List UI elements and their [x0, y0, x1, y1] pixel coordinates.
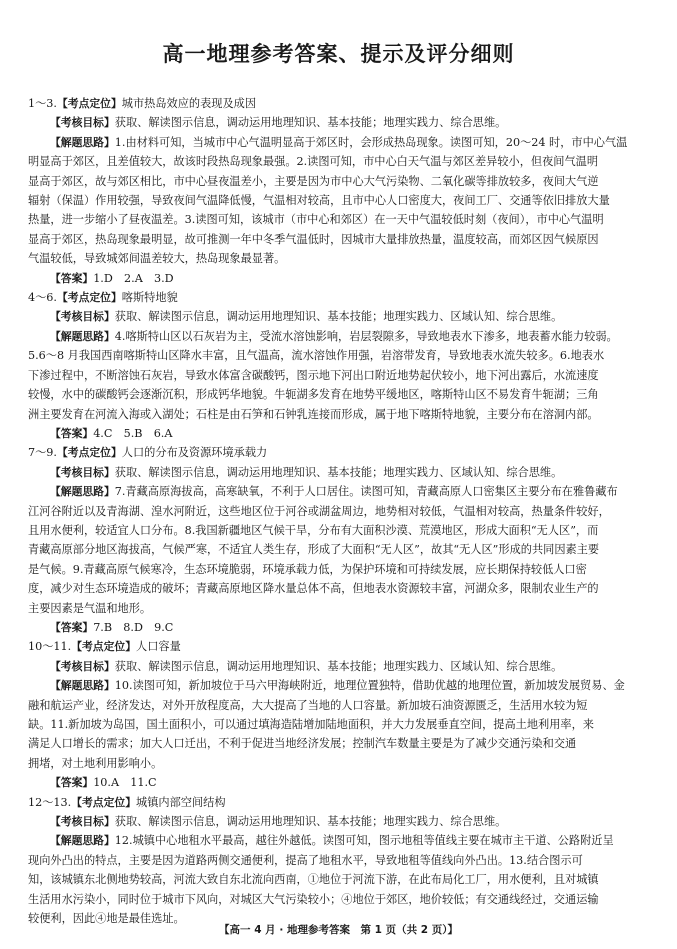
question-range: 1～3.: [28, 97, 57, 110]
solution-line: [28, 366, 660, 385]
position-text: 人口的分布及资源环境承载力: [121, 446, 268, 460]
solution-text: 12.城镇中心地租水平最高，越往外越低。读图可知，图示地租等值线主要在城市主干道、公路附近呈: [114, 834, 614, 848]
goal-text: 获取、解读图示信息，调动运用地理知识、基本技能；地理实践力、综合思维。: [114, 116, 507, 130]
solution-line: [28, 191, 660, 210]
section-heading: [28, 288, 660, 307]
solution-line: [28, 599, 660, 618]
solution-text: 江河谷附近以及青海湖、湟水河附近，这些地区位于河谷或湖盆周边，地势相对较低，气温相对较高，热量条件较好，: [28, 504, 610, 518]
solution-label: 【解题思路】: [50, 834, 115, 848]
solution-text: 气温较低，导致城郊间温差较大，热岛现象最显著。: [28, 252, 286, 266]
question-range: 10～11.: [28, 640, 72, 654]
solution-line: [28, 754, 660, 773]
solution-text: 7.青藏高原海拔高，高寒缺氧，不利于人口居住。读图可知，青藏高原人口密集区主要分布在雅鲁藏布: [114, 485, 618, 499]
solution-line: [28, 831, 660, 850]
solution-text: 拥堵，对土地利用影响小。: [28, 756, 163, 770]
goal-text: 获取、解读图示信息，调动运用地理知识、基本技能；地理实践力、区域认知、综合思维。: [114, 659, 563, 673]
page-footer: 【高一 4 月 · 地理参考答案 第 1 页（共 2 页）】: [219, 924, 458, 936]
question-range: 7～9.: [28, 446, 57, 460]
goal-text: 获取、解读图示信息，调动运用地理知识、基本技能；地理实践力、区域认知、综合思维。: [114, 465, 563, 479]
position-label: 【考点定位】: [56, 446, 122, 460]
solution-line: [28, 482, 660, 501]
answer-line: [28, 618, 660, 637]
solution-text: 度，减少对生态环境造成的破坏；青藏高原地区降水量总体不高，但地表水资源较丰富，河湖众多，限制农业生产的: [28, 582, 599, 596]
solution-text: 较慢，水中的碳酸钙会逐渐沉积，形成钙华地貌。牛轭湖多发育在地势平缓地区，喀斯特山区不易发育牛轭湖；三角: [28, 388, 599, 402]
solution-text: 生活用水污染小，同时位于城市下风向，对城区大气污染较小；④地位于郊区，地价较低；有交通线经过，交通运输: [28, 892, 599, 906]
solution-text: 较便利，因此④地是最佳选址。: [28, 912, 185, 926]
solution-label: 【解题思路】: [50, 679, 115, 693]
position-label: 【考点定位】: [71, 640, 136, 654]
solution-line: [28, 696, 660, 715]
solution-text: 青藏高原部分地区海拔高，气候严寒，不适宜人类生存，形成了大面积“无人区”，故其“无人区”形成的共同因素主要: [28, 543, 600, 557]
solution-line: [28, 890, 660, 909]
solution-line: [28, 676, 660, 695]
solution-line: [28, 579, 660, 598]
solution-line: [28, 521, 660, 540]
page-title: 高一地理参考答案、提示及评分细则: [162, 42, 515, 66]
goal-label: 【考核目标】: [50, 465, 115, 479]
section-heading: [28, 94, 660, 113]
solution-line: [28, 210, 660, 229]
solution-line: [28, 560, 660, 579]
goal-line: [28, 307, 660, 326]
solution-text: 是气候。9.青藏高原气候寒冷，生态环境脆弱，环境承载力低，为保护环境和可持续发展，应长期保持较低人口密: [28, 562, 587, 576]
solution-line: [28, 230, 660, 249]
answer-label: 【答案】: [50, 271, 94, 285]
answer-label: 【答案】: [50, 426, 94, 440]
solution-line: [28, 405, 660, 424]
answer-text: 4.C 5.B 6.A: [93, 426, 173, 440]
position-text: 喀斯特地貌: [121, 291, 178, 305]
solution-label: 【解题思路】: [50, 329, 115, 343]
solution-text: 缺。11.新加坡为岛国，国土面积小，可以通过填海造陆增加陆地面积，并大力发展垂直空间，提高土地利用率，来: [28, 718, 594, 731]
solution-text: 显高于郊区，热岛现象最明显，故可推测一年中冬季气温低时，因城市大量排放热量，温度较高，而郊区因气候原因: [28, 232, 599, 246]
solution-line: [28, 540, 660, 559]
solution-text: 明显高于郊区，且差值较大，故该时段热岛现象最强。2.读图可知，市中心白天气温与郊区差异较小，但夜间气温明: [28, 155, 599, 169]
goal-line: [28, 463, 660, 482]
solution-line: [28, 133, 660, 152]
solution-text: 10.读图可知，新加坡位于马六甲海峡附近，地理位置独特，借助优越的地理位置，新加坡发展贸易、金: [114, 679, 625, 693]
answer-text: 1.D 2.A 3.D: [93, 271, 174, 285]
solution-text: 热量，进一步缩小了昼夜温差。3.读图可知，该城市（市中心和郊区）在一天中气温较低时刻（夜间），市中心气温明: [28, 213, 604, 227]
solution-line: [28, 385, 660, 404]
solution-text: 辐射（保温）作用较强，导致夜间气温降低慢，气温相对较高，且市中心人口密度大，夜间工厂、交通等依旧排放大量: [28, 194, 610, 208]
solution-line: [28, 172, 660, 191]
answer-content: [28, 94, 660, 928]
position-text: 城镇内部空间结构: [136, 795, 226, 809]
solution-line: [28, 715, 660, 734]
solution-text: 洲主要发育在河流入海或入湖处；石柱是由石笋和石钟乳连接而形成，属于地下喀斯特地貌，主要分布在溶洞内部。: [28, 407, 599, 421]
goal-line: [28, 812, 660, 831]
position-label: 【考点定位】: [71, 795, 136, 809]
solution-line: [28, 851, 660, 870]
section-heading: [28, 637, 660, 656]
position-label: 【考点定位】: [56, 97, 122, 110]
solution-text: 1.由材料可知，当城市中心气温明显高于郊区时，会形成热岛现象。读图可知，20～24 时，市中心气温: [114, 135, 628, 149]
solution-text: 现向外凸出的特点，主要是因为道路两侧交通便利，提高了地租水平，导致地租等值线向外凸出。13.结合图示可: [28, 853, 583, 867]
solution-text: 4.喀斯特山区以石灰岩为主，受流水溶蚀影响，岩层裂隙多，导致地表水下渗多，地表蓄水能力较弱。: [114, 329, 618, 343]
answer-label: 【答案】: [50, 776, 94, 790]
section-heading: [28, 443, 660, 462]
solution-text: 知，该城镇东北侧地势较高，河流大致自东北流向西南，①地位于河流下游，在此布局化工厂，用水便利，且对城镇: [28, 873, 599, 887]
solution-text: 下渗过程中，不断溶蚀石灰岩，导致水体富含碳酸钙，图示地下河出口附近地势起伏较小，地下河出露后，水流速度: [28, 368, 599, 382]
section-heading: [28, 793, 660, 812]
solution-line: [28, 249, 660, 268]
solution-text: 融和航运产业，经济发达，对外开放程度高，大大提高了当地的人口容量。新加坡石油资源匮乏，生活用水较为短: [28, 698, 588, 712]
solution-label: 【解题思路】: [50, 135, 115, 149]
position-text: 人口容量: [136, 640, 181, 654]
solution-text: 且用水便利，较适宜人口分布。8.我国新疆地区气候干旱，分布有大面积沙漠、荒漠地区，形成大面积“无人区”，而: [28, 523, 599, 537]
goal-label: 【考核目标】: [50, 310, 115, 324]
solution-line: [28, 346, 660, 365]
answer-text: 10.A 11.C: [93, 776, 157, 790]
solution-text: 主要因素是气温和地形。: [28, 601, 152, 615]
goal-text: 获取、解读图示信息，调动运用地理知识、基本技能；地理实践力、综合思维。: [114, 815, 507, 829]
goal-text: 获取、解读图示信息，调动运用地理知识、基本技能；地理实践力、区域认知、综合思维。: [114, 310, 563, 324]
position-label: 【考点定位】: [56, 291, 122, 305]
goal-label: 【考核目标】: [50, 659, 115, 673]
answer-text: 7.B 8.D 9.C: [93, 620, 174, 634]
goal-line: [28, 657, 660, 676]
goal-label: 【考核目标】: [50, 815, 115, 829]
goal-label: 【考核目标】: [50, 116, 115, 130]
solution-line: [28, 734, 660, 753]
solution-text: 5.6～8 月我国西南喀斯特山区降水丰富，且气温高，流水溶蚀作用强，岩溶带发育，导致地表水流失较多。6.地表水: [28, 349, 605, 363]
goal-line: [28, 113, 660, 132]
answer-line: [28, 269, 660, 288]
solution-line: [28, 502, 660, 521]
solution-label: 【解题思路】: [50, 485, 115, 499]
answer-line: [28, 424, 660, 443]
solution-text: 满足人口增长的需求；加大人口迁出，不利于促进当地经济发展；控制汽车数量主要是为了减少交通污染和交通: [28, 737, 577, 751]
solution-line: [28, 152, 660, 171]
solution-line: [28, 870, 660, 889]
answer-label: 【答案】: [50, 620, 94, 634]
question-range: 4～6.: [28, 291, 57, 305]
solution-text: 显高于郊区，故与郊区相比，市中心昼夜温差小，主要是因为市中心大气污染物、二氧化碳等排放较多，夜间大气逆: [28, 174, 599, 188]
question-range: 12～13.: [28, 795, 72, 809]
solution-line: [28, 327, 660, 346]
position-text: 城市热岛效应的表现及成因: [121, 97, 257, 110]
answer-line: [28, 773, 660, 792]
